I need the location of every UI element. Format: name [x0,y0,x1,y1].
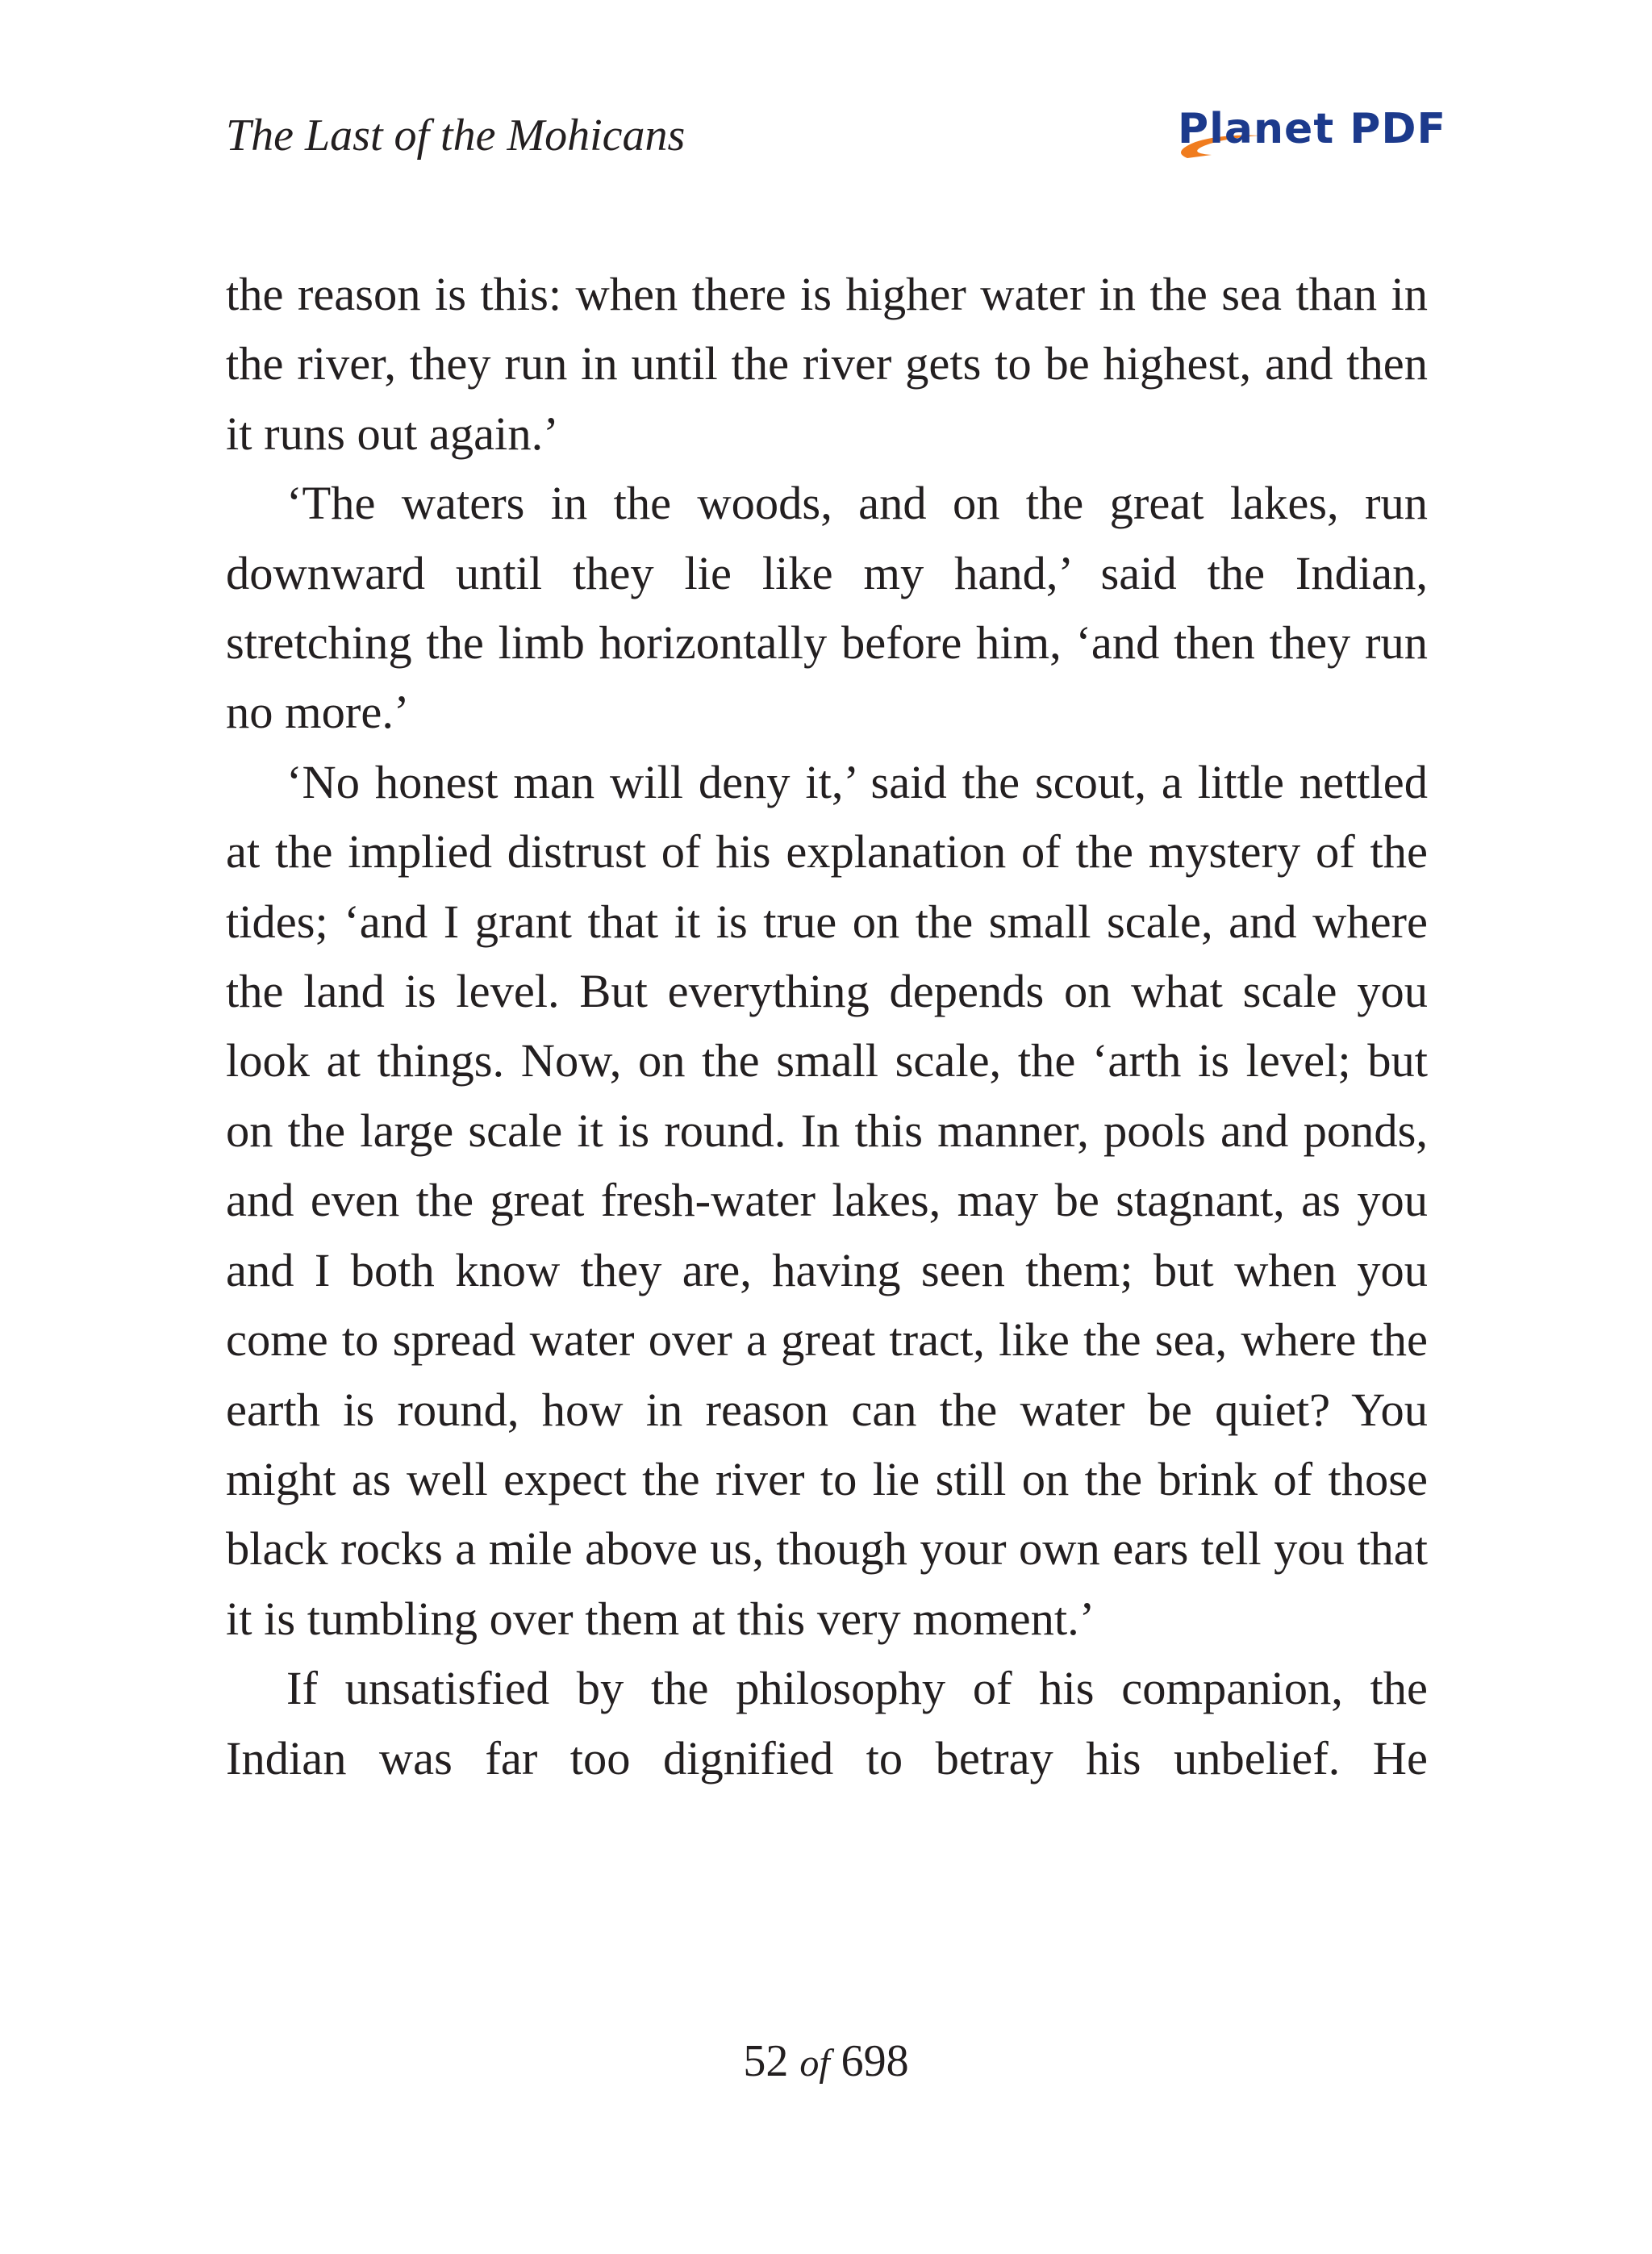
planet-pdf-logo [1163,102,1447,171]
paragraph: the reason is this: when there is higher water in the sea than in the river, they run in until the river gets to be highest, and then it runs out again.’ [226,268,1428,460]
paragraph: ‘No honest man will deny it,’ said the scout, a little nettled at the implied distrust of his explanation of the mystery of the tides; ‘and I grant that it is true on the small scale, and where the land is level. But everything depends on what scale you look at things. Now, on the small scale, the ‘arth is level; but on the large scale it is round. In this manner, pools and ponds, and even the great fresh-water lakes, may be stagnant, as you and I both know they are, having seen them; but when you come to spread water over a great tract, like the sea, where the earth is round, how in reason can the water be quiet? You might as well expect the river to lie still on the brink of those black rocks a mile above us, though your own ears tell you that it is tumbling over them at this very moment.’ [226,755,1428,1645]
page-number: 52 [743,2036,789,2086]
paragraph: ‘The waters in the woods, and on the great lakes, run downward until they lie like my hand,’ said the Indian, stretching the limb horizontally before him, ‘and then they run no more.’ [226,477,1428,739]
page-of-label: of [799,2042,830,2085]
paragraph: If unsatisfied by the philosophy of his companion, the Indian was far too dignified to betray his unbelief. He [226,1662,1428,1784]
page-header [226,103,1447,184]
book-title: The Last of the Mohicans [226,111,686,161]
logo-text: Planet PDF [1178,105,1447,153]
page-footer [0,2029,1652,2096]
page-total: 698 [841,2036,909,2086]
page-body [226,260,1428,1793]
